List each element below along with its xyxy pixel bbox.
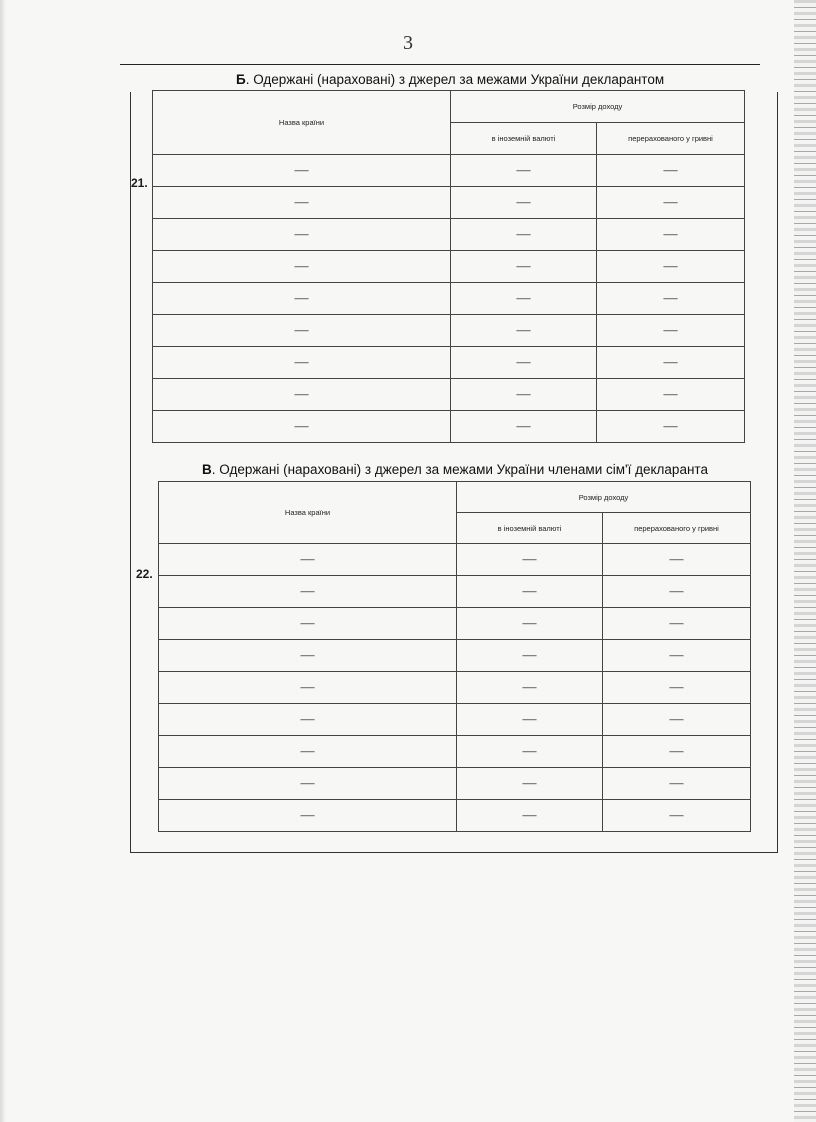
foreign-currency-cell: — (451, 315, 597, 347)
table-row (159, 704, 751, 736)
foreign-currency-cell: — (457, 736, 603, 768)
section-b-letter: Б (236, 72, 246, 87)
country-cell: — (153, 283, 451, 315)
table-row (153, 187, 745, 219)
uah-cell: — (597, 187, 745, 219)
country-cell: — (153, 187, 451, 219)
uah-cell: — (597, 379, 745, 411)
foreign-currency-cell: — (451, 187, 597, 219)
foreign-currency-cell: — (451, 155, 597, 187)
uah-cell: — (603, 576, 751, 608)
section-c-title-text: . Одержані (нараховані) з джерел за межами України членами сім'ї декларанта (211, 462, 708, 477)
top-rule (120, 64, 760, 65)
uah-cell: — (603, 768, 751, 800)
col-income-header: Розмір доходу (457, 482, 751, 513)
country-cell: — (159, 800, 457, 832)
foreign-currency-cell: — (457, 576, 603, 608)
country-cell: — (153, 411, 451, 443)
country-cell: — (159, 672, 457, 704)
section-c-letter: В (202, 462, 212, 477)
row-number-21: 21. (131, 176, 148, 190)
foreign-currency-cell: — (457, 640, 603, 672)
uah-cell: — (597, 347, 745, 379)
country-cell: — (153, 155, 451, 187)
country-cell: — (159, 608, 457, 640)
section-b-title (236, 72, 664, 87)
table-row (153, 315, 745, 347)
country-cell: — (159, 736, 457, 768)
table-row (153, 347, 745, 379)
uah-cell: — (597, 283, 745, 315)
uah-cell: — (597, 251, 745, 283)
table-row (153, 283, 745, 315)
foreign-currency-cell: — (451, 251, 597, 283)
uah-cell: — (597, 219, 745, 251)
table-row (159, 672, 751, 704)
page-number: 3 (403, 32, 413, 54)
foreign-currency-cell: — (451, 411, 597, 443)
uah-cell: — (597, 155, 745, 187)
foreign-currency-cell: — (451, 283, 597, 315)
uah-cell: — (603, 704, 751, 736)
uah-cell: — (597, 411, 745, 443)
col-uah-header: перерахованого у гривні (597, 123, 745, 155)
country-cell: — (153, 379, 451, 411)
country-cell: — (159, 704, 457, 736)
uah-cell: — (603, 640, 751, 672)
country-cell: — (159, 768, 457, 800)
col-foreign-currency-header: в іноземній валюті (451, 123, 597, 155)
table-row (153, 411, 745, 443)
col-country-header: Назва країни (159, 482, 457, 544)
foreign-currency-cell: — (457, 768, 603, 800)
col-country-header: Назва країни (153, 91, 451, 155)
table-row (159, 576, 751, 608)
foreign-currency-cell: — (457, 544, 603, 576)
foreign-currency-cell: — (457, 800, 603, 832)
foreign-currency-cell: — (457, 608, 603, 640)
uah-cell: — (603, 800, 751, 832)
col-uah-header: перерахованого у гривні (603, 513, 751, 544)
table-row (159, 640, 751, 672)
table-row (153, 251, 745, 283)
uah-cell: — (603, 608, 751, 640)
table-row (153, 219, 745, 251)
col-foreign-currency-header: в іноземній валюті (457, 513, 603, 544)
country-cell: — (153, 219, 451, 251)
table-row (153, 155, 745, 187)
foreign-currency-cell: — (457, 704, 603, 736)
country-cell: — (153, 347, 451, 379)
foreign-currency-cell: — (451, 379, 597, 411)
scan-edge-right (794, 0, 816, 1122)
income-table-family (158, 481, 751, 832)
table-row (159, 768, 751, 800)
table-row (159, 608, 751, 640)
table-row (159, 544, 751, 576)
uah-cell: — (597, 315, 745, 347)
table-row (159, 800, 751, 832)
country-cell: — (159, 544, 457, 576)
country-cell: — (153, 315, 451, 347)
scan-edge-left (0, 0, 6, 1122)
uah-cell: — (603, 736, 751, 768)
foreign-currency-cell: — (451, 347, 597, 379)
row-number-22: 22. (136, 567, 153, 581)
foreign-currency-cell: — (451, 219, 597, 251)
table-row (159, 736, 751, 768)
uah-cell: — (603, 672, 751, 704)
table-row (153, 379, 745, 411)
section-c-title (202, 462, 708, 477)
col-income-header: Розмір доходу (451, 91, 745, 123)
country-cell: — (159, 576, 457, 608)
uah-cell: — (603, 544, 751, 576)
foreign-currency-cell: — (457, 672, 603, 704)
country-cell: — (159, 640, 457, 672)
section-b-title-text: . Одержані (нараховані) з джерел за межами України декларантом (245, 72, 665, 87)
income-table-declarant (152, 90, 745, 443)
country-cell: — (153, 251, 451, 283)
